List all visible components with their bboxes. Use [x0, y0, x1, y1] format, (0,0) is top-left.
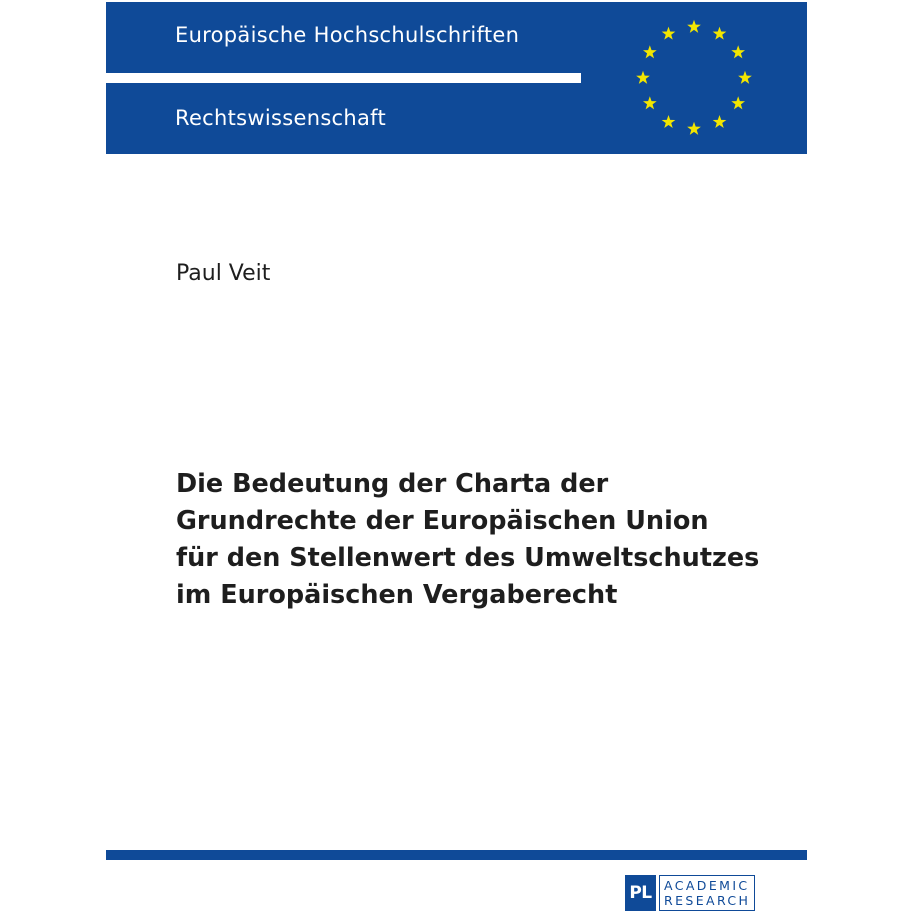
book-title-line: Grundrechte der Europäischen Union	[176, 506, 709, 536]
book-title-line: im Europäischen Vergaberecht	[176, 580, 618, 610]
series-title: Europäische Hochschulschriften	[175, 23, 520, 47]
publisher-logo	[625, 875, 755, 911]
subseries-title: Rechtswissenschaft	[175, 106, 387, 130]
publisher-names	[659, 875, 755, 911]
publisher-abbr: PL	[625, 875, 656, 911]
book-title-line: Die Bedeutung der Charta der	[176, 469, 609, 499]
publisher-line-research: RESEARCH	[664, 893, 751, 908]
header-divider	[106, 73, 581, 83]
footer-rule	[106, 850, 807, 860]
author-name: Paul Veit	[176, 261, 271, 286]
publisher-line-academic: ACADEMIC	[664, 878, 750, 893]
book-title	[176, 466, 796, 614]
series-header-band	[106, 2, 807, 154]
book-title-line: für den Stellenwert des Umweltschutzes	[176, 543, 760, 573]
